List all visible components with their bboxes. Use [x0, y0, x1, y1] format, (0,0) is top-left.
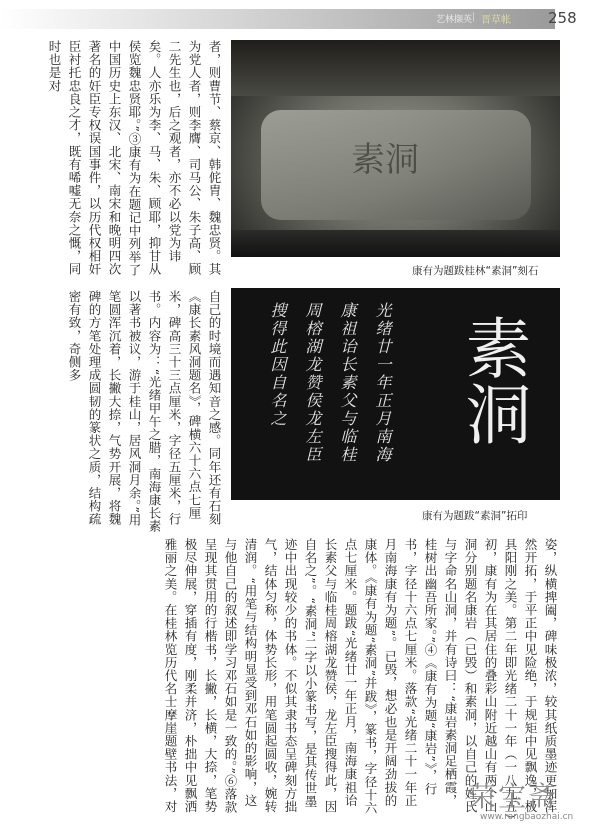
photo-caption: 康有为题跋桂林“素洞”刻石	[412, 265, 539, 277]
rubbing-line-4: 搜得此因自名之	[268, 302, 287, 428]
body-paragraph: 者，则曹节、蔡京、韩侂胄、魏忠贤。其为党人者，则李膺、司马公、朱子高、顾二先生也，后之观者，亦不必以党为讳矣。人亦乐为李、马、朱、顾耶，抑甘从侯览魏忠贤耶。”③康有为在题记中列举了中国历史上东汉、北宋、南宋和晚明四次著名的奸臣专权误国事件，以历代权相奸臣衬托忠良之才，既有唏嘘无奈之慨，同时也是对	[47, 40, 222, 277]
rock-floor	[231, 230, 560, 257]
page-header	[0, 0, 600, 34]
rubbing-line-2: 康祖诒长素父与临桂	[338, 302, 357, 464]
body-paragraph: 自己的时境而遇知音之感。同年还有石刻《康长素风洞题名》，碑横六十六点七厘米，碑高三十三点厘米，字径五厘米，行书。内容为：“光绪甲午之腊，南海康长素以著书被议，游于桂山，居风洞月余。”用笔圆浑沉着，长撇大捺，气势开展，将魏碑的方笔处理成圆韧的篆状之质，结构疏密有致，奇侧多	[67, 290, 222, 533]
section-title: 艺林撷英	[436, 15, 473, 25]
rubbing-line-3: 周榕湖龙赞侯龙左臣	[303, 302, 322, 464]
header-separator: |	[472, 12, 476, 22]
page-number: 258	[548, 9, 577, 27]
watermark-logo: 荣宝斋	[468, 780, 559, 813]
body-paragraph: 姿，纵横捭阖，碑味极浓，较其纸质墨迹更加浑然开拓，于平正中见险绝，于规矩中见飘逸，极具阳刚之美。第二年即光绪二十一年（一八九五）初，康有为在其居住的叠彩山附近越山有两个山洞分别题名康岩（已毁）和素洞，以自己的姓氏与字命名山洞，并有诗曰：“康岩素洞足栖霞，桂树出幽吾所家。”④《康有为题“康岩”》，行书，字径十六点七厘米。落款“光绪二十一年正月南海康有为题”。已毁，想必也是开阔劲拔的康体。《康有为题“素洞”并跋》，篆书，字径十六点七厘米。题跋“光绪廿一年正月，南海康祖诒长素父与临桂周榕湖龙赞侯，龙左臣搜得此，因自名之”。“素洞”二字以小篆书写，是其传世墨迹中出现较少的书体。不似其隶书态呈碑刻方拙气，结体匀称，体势长形，用笔圆起圆收，婉转清润。“用笔与结构明显受到邓石如的影响，这与他自己的叙述即学习邓石如是一致的。”⑥落款呈现其贯用的行楷书，长撇，长横，大捺，笔势极尽伸展，穿插有度，刚柔并济，朴拙中见飘洒雅丽之美。在桂林览历代名士摩崖题壁书法，对	[163, 538, 558, 820]
text-block-middle	[38, 290, 224, 536]
chapter-title: 晋草帐	[481, 15, 511, 26]
rock-ledge	[231, 40, 560, 96]
rubbing-line-1: 光绪廿一年正月南海	[373, 302, 392, 464]
rubbing-title: 素洞	[454, 314, 531, 446]
text-block-top-left	[38, 40, 224, 280]
watermark-url: www.rongbaozhai.cn	[480, 812, 574, 822]
carved-characters: 素洞	[351, 140, 419, 180]
rubbing-caption: 康有为题跋“素洞”拓印	[422, 510, 528, 522]
rubbing-image	[231, 288, 560, 500]
carving-photo	[231, 40, 560, 257]
